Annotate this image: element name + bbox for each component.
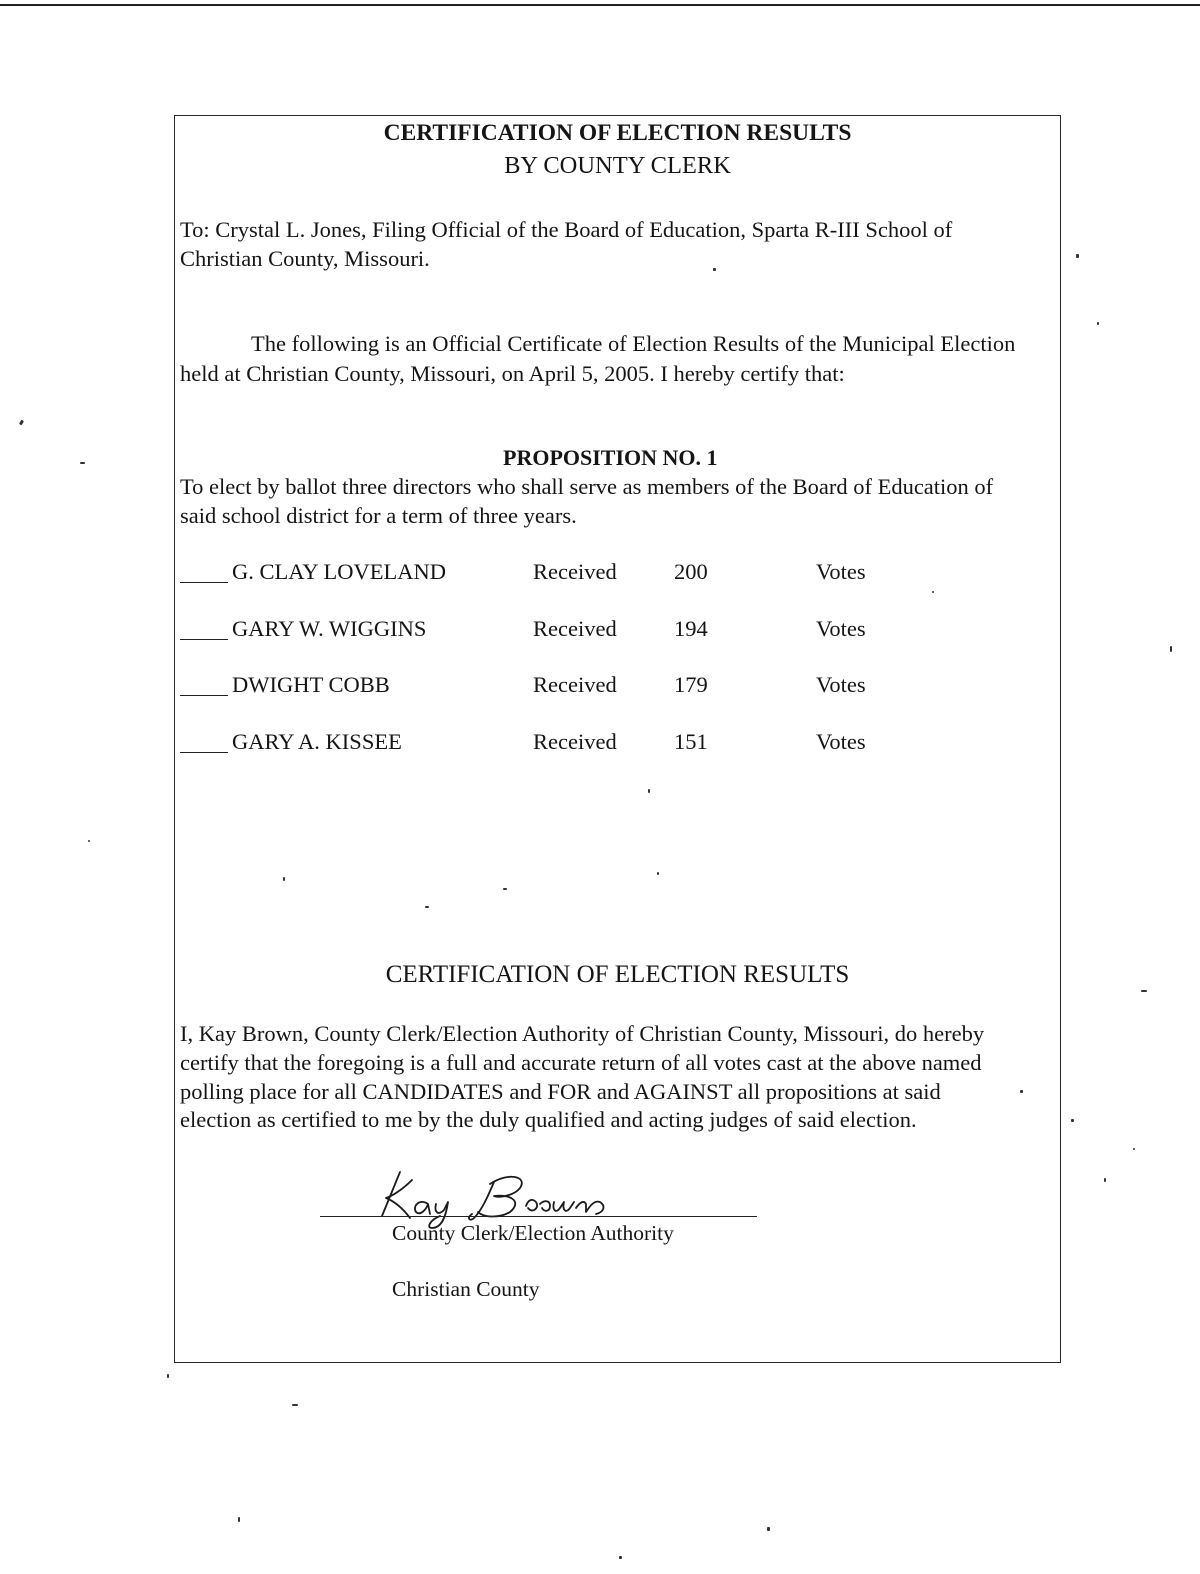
checkbox-blank xyxy=(180,752,228,753)
candidate-name: G. CLAY LOVELAND xyxy=(232,559,446,584)
candidate-row xyxy=(180,614,940,644)
vote-count: 200 xyxy=(674,559,708,584)
intro-line-1: The following is an Official Certificate of Election Results of the Municipal Election xyxy=(251,331,1016,356)
votes-label: Votes xyxy=(816,559,866,584)
signature-title: County Clerk/Election Authority xyxy=(392,1221,674,1245)
scan-speck xyxy=(80,462,85,464)
scan-speck xyxy=(619,1556,622,1559)
received-label: Received xyxy=(533,616,617,641)
candidate-name: DWIGHT COBB xyxy=(232,672,390,697)
checkbox-blank xyxy=(180,695,228,696)
candidate-name: GARY W. WIGGINS xyxy=(232,616,427,641)
scan-speck xyxy=(1071,1119,1074,1122)
certification-heading: CERTIFICATION OF ELECTION RESULTS xyxy=(385,961,850,988)
intro-line-2: held at Christian County, Missouri, on April 5, 2005. I hereby certify that: xyxy=(180,361,845,386)
scan-speck xyxy=(167,1374,169,1378)
signature-line xyxy=(320,1216,757,1217)
candidate-row xyxy=(180,727,940,757)
certification-line-2: certify that the foregoing is a full and accurate return of all votes cast at the above named xyxy=(180,1050,982,1075)
votes-label: Votes xyxy=(816,616,866,641)
certificate-title: CERTIFICATION OF ELECTION RESULTS xyxy=(383,120,852,146)
scan-speck xyxy=(1141,990,1147,992)
scan-speck xyxy=(238,1517,240,1522)
proposition-heading: PROPOSITION NO. 1 xyxy=(503,445,718,470)
certification-line-4: election as certified to me by the duly qualified and acting judges of said election. xyxy=(180,1107,917,1132)
received-label: Received xyxy=(533,559,617,584)
proposition-line-1: To elect by ballot three directors who shall serve as members of the Board of Education of xyxy=(180,474,994,499)
scan-speck xyxy=(767,1527,770,1531)
county-name: Christian County xyxy=(392,1277,540,1301)
scan-speck xyxy=(88,840,90,842)
scan-speck xyxy=(1104,1178,1106,1182)
addressee-line-2: Christian County, Missouri. xyxy=(180,246,430,271)
scan-speck xyxy=(292,1404,298,1406)
vote-count: 179 xyxy=(674,672,708,697)
checkbox-blank xyxy=(180,639,228,640)
addressee-line-1: To: Crystal L. Jones, Filing Official of the Board of Education, Sparta R-III School of xyxy=(180,217,953,242)
signature-text xyxy=(0,0,1,1)
candidate-row xyxy=(180,557,940,587)
scan-speck xyxy=(1170,646,1172,652)
candidate-row xyxy=(180,670,940,700)
checkbox-blank xyxy=(180,582,228,583)
scan-speck xyxy=(19,420,24,426)
vote-count: 151 xyxy=(674,729,708,754)
received-label: Received xyxy=(533,729,617,754)
page-top-rule xyxy=(0,4,1200,6)
scan-speck xyxy=(1133,1148,1135,1150)
vote-count: 194 xyxy=(674,616,708,641)
scan-speck xyxy=(1076,254,1079,258)
scan-speck xyxy=(1097,322,1099,325)
votes-label: Votes xyxy=(816,729,866,754)
received-label: Received xyxy=(533,672,617,697)
votes-label: Votes xyxy=(816,672,866,697)
certification-line-1: I, Kay Brown, County Clerk/Election Authority of Christian County, Missouri, do hereby xyxy=(180,1021,985,1046)
certificate-subtitle: BY COUNTY CLERK xyxy=(504,152,731,179)
candidate-name: GARY A. KISSEE xyxy=(232,729,402,754)
certification-line-3: polling place for all CANDIDATES and FOR and AGAINST all propositions at said xyxy=(180,1079,941,1104)
proposition-line-2: said school district for a term of three years. xyxy=(180,503,577,528)
